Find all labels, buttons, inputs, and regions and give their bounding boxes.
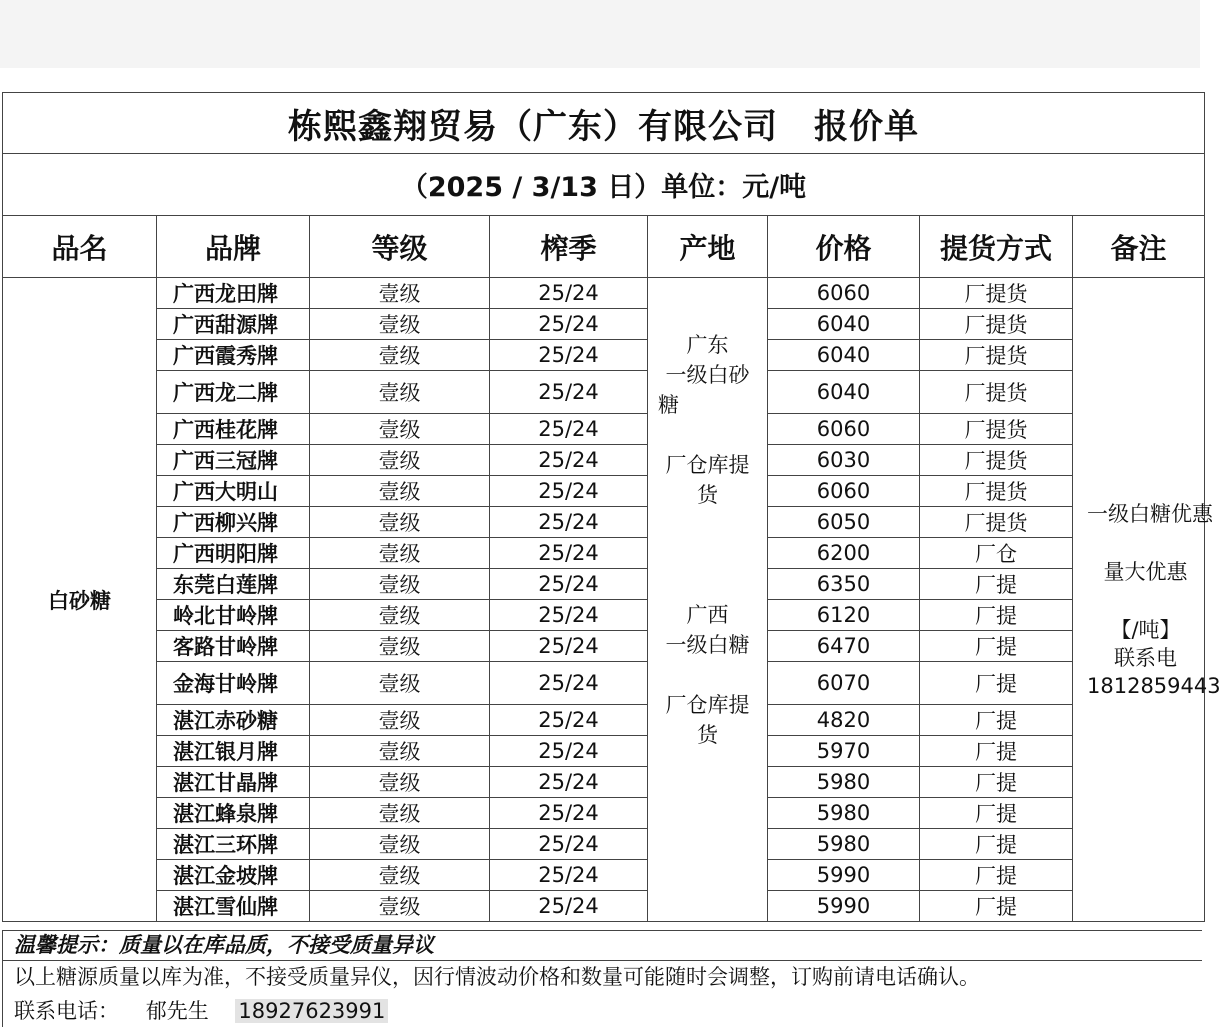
price-cell: 5970 [768, 736, 920, 767]
grade-cell: 壹级 [310, 538, 490, 569]
grade-cell: 壹级 [310, 860, 490, 891]
origin-gx-pickup: 厂仓库提 [665, 693, 750, 717]
season-cell: 25/24 [490, 569, 648, 600]
disclaimer: 以上糖源质量以库为准，不接受质量异仪，因行情波动价格和数量可能随时会调整，订购前请电话确认。 [14, 965, 980, 989]
origin-gd-pickup: 厂仓库提 [665, 453, 750, 477]
grade-cell: 壹级 [310, 705, 490, 736]
table-row [3, 309, 1205, 340]
brand-cell: 广西霞秀牌 [157, 340, 310, 371]
price-cell: 5990 [768, 891, 920, 922]
table-row [3, 445, 1205, 476]
table-row [3, 736, 1205, 767]
brand-cell: 广西龙二牌 [157, 371, 310, 414]
brand-cell: 广西明阳牌 [157, 538, 310, 569]
warm-tip: 温馨提示：质量以在库品质，不接受质量异议 [14, 933, 434, 957]
date-unit-line: （2025 / 3/13 日）单位：元/吨 [3, 154, 1205, 216]
brand-cell: 广西三冠牌 [157, 445, 310, 476]
grade-cell: 壹级 [310, 414, 490, 445]
table-row [3, 829, 1205, 860]
table-row [3, 631, 1205, 662]
price-cell: 6060 [768, 278, 920, 309]
header-remarks: 备注 [1073, 216, 1205, 278]
brand-cell: 岭北甘岭牌 [157, 600, 310, 631]
brand-cell: 广西龙田牌 [157, 278, 310, 309]
table-row [3, 569, 1205, 600]
season-cell: 25/24 [490, 476, 648, 507]
price-cell: 6060 [768, 476, 920, 507]
brand-cell: 金海甘岭牌 [157, 662, 310, 705]
price-cell: 6470 [768, 631, 920, 662]
table-row [3, 507, 1205, 538]
price-cell: 5980 [768, 767, 920, 798]
brand-cell: 湛江银月牌 [157, 736, 310, 767]
origin-gd-product-tail: 糖 [658, 393, 679, 417]
price-cell: 6350 [768, 569, 920, 600]
pickup-cell: 厂仓 [920, 538, 1073, 569]
origin-gx-product: 一级白糖 [665, 633, 750, 657]
table-row [3, 891, 1205, 922]
season-cell: 25/24 [490, 662, 648, 705]
header-brand: 品牌 [157, 216, 310, 278]
pickup-cell: 厂提 [920, 705, 1073, 736]
grade-cell: 壹级 [310, 600, 490, 631]
origin-gx-region: 广西 [686, 603, 729, 627]
company-name: 栋熙鑫翔贸易（广东）有限公司 [288, 106, 778, 147]
season-cell: 25/24 [490, 631, 648, 662]
pickup-cell: 厂提 [920, 829, 1073, 860]
price-cell: 5980 [768, 798, 920, 829]
grade-cell: 壹级 [310, 569, 490, 600]
season-cell: 25/24 [490, 798, 648, 829]
remark-bulk: 量大优惠 [1103, 559, 1188, 584]
season-cell: 25/24 [490, 736, 648, 767]
price-cell: 6040 [768, 340, 920, 371]
season-cell: 25/24 [490, 371, 648, 414]
pickup-cell: 厂提货 [920, 414, 1073, 445]
season-cell: 25/24 [490, 507, 648, 538]
pickup-cell: 厂提货 [920, 340, 1073, 371]
table-row [3, 278, 1205, 309]
grade-cell: 壹级 [310, 662, 490, 705]
brand-cell: 湛江蜂泉牌 [157, 798, 310, 829]
top-bar [0, 0, 1200, 68]
season-cell: 25/24 [490, 705, 648, 736]
header-grade: 等级 [310, 216, 490, 278]
season-cell: 25/24 [490, 414, 648, 445]
grade-cell: 壹级 [310, 507, 490, 538]
pickup-cell: 厂提货 [920, 278, 1073, 309]
pickup-cell: 厂提 [920, 798, 1073, 829]
header-season: 榨季 [490, 216, 648, 278]
table-row [3, 600, 1205, 631]
pickup-cell: 厂提 [920, 767, 1073, 798]
brand-cell: 东莞白莲牌 [157, 569, 310, 600]
season-cell: 25/24 [490, 829, 648, 860]
header-row [3, 216, 1205, 278]
price-cell: 6120 [768, 600, 920, 631]
origin-gx-pickup-tail: 货 [697, 723, 718, 747]
table-row [3, 705, 1205, 736]
price-cell: 5980 [768, 829, 920, 860]
season-cell: 25/24 [490, 767, 648, 798]
brand-cell: 湛江雪仙牌 [157, 891, 310, 922]
season-cell: 25/24 [490, 538, 648, 569]
contact-name: 郁先生 [145, 999, 209, 1023]
quote-sheet [0, 92, 1221, 1035]
brand-cell: 湛江三环牌 [157, 829, 310, 860]
table-row [3, 476, 1205, 507]
price-cell: 6070 [768, 662, 920, 705]
pickup-cell: 厂提 [920, 600, 1073, 631]
grade-cell: 壹级 [310, 371, 490, 414]
grade-cell: 壹级 [310, 736, 490, 767]
quote-table [2, 92, 1221, 922]
season-cell: 25/24 [490, 445, 648, 476]
page-title [3, 93, 1205, 154]
table-row [3, 340, 1205, 371]
price-cell: 4820 [768, 705, 920, 736]
brand-cell: 广西柳兴牌 [157, 507, 310, 538]
season-cell: 25/24 [490, 891, 648, 922]
pickup-cell: 厂提 [920, 662, 1073, 705]
doc-type: 报价单 [814, 106, 919, 147]
brand-cell: 湛江赤砂糖 [157, 705, 310, 736]
header-pickup: 提货方式 [920, 216, 1073, 278]
price-cell: 6060 [768, 414, 920, 445]
contact-label: 联系电话： [14, 999, 119, 1023]
grade-cell: 壹级 [310, 340, 490, 371]
price-cell: 6040 [768, 371, 920, 414]
header-product: 品名 [3, 216, 157, 278]
grade-cell: 壹级 [310, 829, 490, 860]
pickup-cell: 厂提 [920, 891, 1073, 922]
remark-contact: 联系电 [1114, 645, 1177, 670]
price-cell: 6050 [768, 507, 920, 538]
price-cell: 5990 [768, 860, 920, 891]
remark-unit: 【/吨】 [1110, 617, 1181, 642]
price-cell: 6030 [768, 445, 920, 476]
season-cell: 25/24 [490, 340, 648, 371]
pickup-cell: 厂提 [920, 631, 1073, 662]
grade-cell: 壹级 [310, 631, 490, 662]
grade-cell: 壹级 [310, 476, 490, 507]
brand-cell: 广西桂花牌 [157, 414, 310, 445]
season-cell: 25/24 [490, 600, 648, 631]
pickup-cell: 厂提 [920, 569, 1073, 600]
header-price: 价格 [768, 216, 920, 278]
grade-cell: 壹级 [310, 278, 490, 309]
table-row [3, 414, 1205, 445]
brand-cell: 湛江甘晶牌 [157, 767, 310, 798]
pickup-cell: 厂提货 [920, 371, 1073, 414]
grade-cell: 壹级 [310, 309, 490, 340]
product-category: 白砂糖 [3, 278, 157, 922]
origin-gd-product: 一级白砂 [665, 363, 750, 387]
table-row [3, 798, 1205, 829]
season-cell: 25/24 [490, 309, 648, 340]
remarks-cell [1073, 278, 1221, 922]
contact-phone[interactable]: 18927623991 [235, 999, 388, 1023]
origin-gd-region: 广东 [686, 333, 729, 357]
price-cell: 6040 [768, 309, 920, 340]
pickup-cell: 厂提货 [920, 445, 1073, 476]
grade-cell: 壹级 [310, 767, 490, 798]
brand-cell: 湛江金坡牌 [157, 860, 310, 891]
grade-cell: 壹级 [310, 798, 490, 829]
grade-cell: 壹级 [310, 445, 490, 476]
price-cell: 6200 [768, 538, 920, 569]
pickup-cell: 厂提货 [920, 476, 1073, 507]
table-row [3, 371, 1205, 414]
table-row [3, 860, 1205, 891]
pickup-cell: 厂提货 [920, 309, 1073, 340]
remark-discount: 一级白糖优惠 [1087, 501, 1213, 526]
table-row [3, 767, 1205, 798]
pickup-cell: 厂提 [920, 736, 1073, 767]
season-cell: 25/24 [490, 860, 648, 891]
pickup-cell: 厂提货 [920, 507, 1073, 538]
season-cell: 25/24 [490, 278, 648, 309]
origin-gd-pickup-tail: 货 [697, 483, 718, 507]
brand-cell: 广西甜源牌 [157, 309, 310, 340]
contact-line [0, 994, 1200, 1028]
grade-cell: 壹级 [310, 891, 490, 922]
origin-notes [648, 278, 768, 922]
remark-phone: 1812859443 [1087, 673, 1221, 698]
table-row [3, 662, 1205, 705]
header-origin: 产地 [648, 216, 768, 278]
table-row [3, 538, 1205, 569]
pickup-cell: 厂提 [920, 860, 1073, 891]
brand-cell: 客路甘岭牌 [157, 631, 310, 662]
brand-cell: 广西大明山 [157, 476, 310, 507]
